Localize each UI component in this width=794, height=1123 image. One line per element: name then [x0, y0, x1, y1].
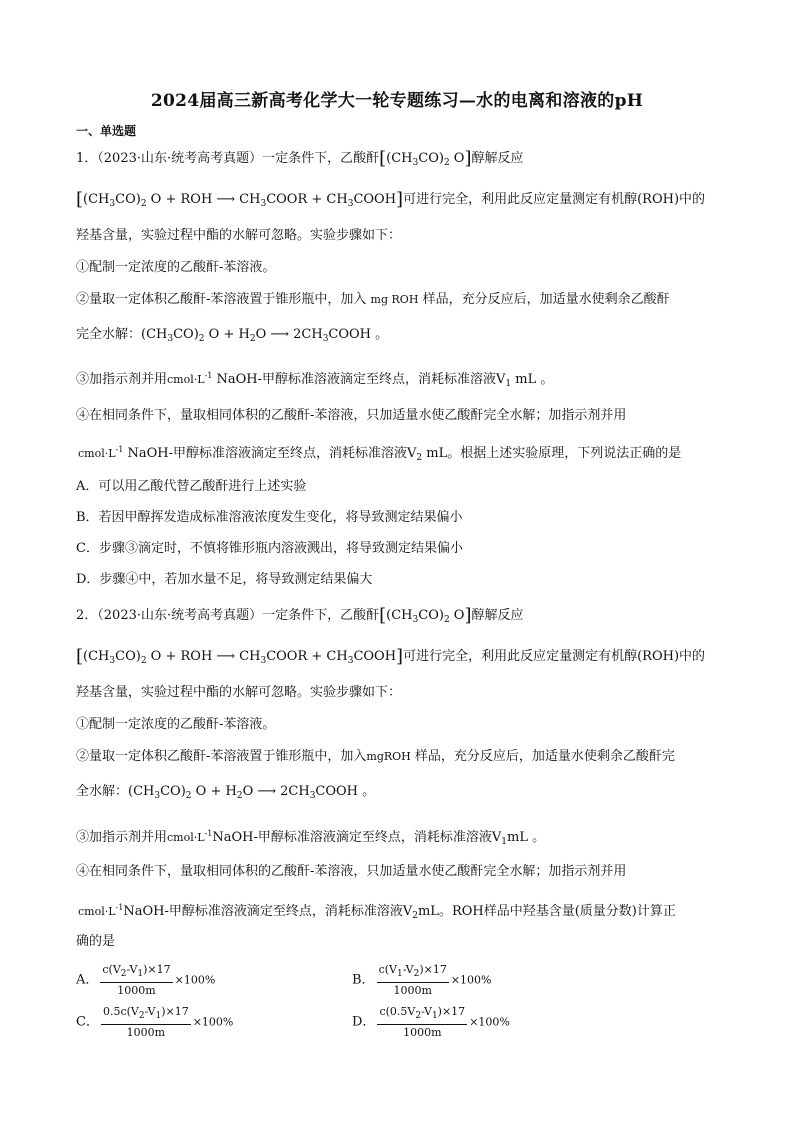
- q2-step-2-cont: 全水解：$(CH_3CO)_2$ $O + H_2O$ ⟶ $2CH_3COOH$ 。: [76, 784, 376, 801]
- q1-step-1: ①配制一定浓度的乙酸酐-苯溶液。: [76, 260, 276, 275]
- q2-option-a[interactable]: A． $\frac{c(V_2-V_1)\times 17}{1000m}$ ×100%: [76, 963, 216, 997]
- q2-step-1: ①配制一定浓度的乙酸酐-苯溶液。: [76, 717, 276, 732]
- q1-step-2-cont: 完全水解：$(CH_3CO)_2$ $O + H_2O$ ⟶ $2CH_3COOH$ 。: [76, 327, 389, 344]
- q2-option-d[interactable]: D． $\frac{c(0.5V_2-V_1)\times 17}{1000m}$ ×100%: [352, 1005, 510, 1039]
- q2-line-1: 2．（2023·山东·统考高考真题）一定条件下，乙酸酐[$(CH_3CO)_2$ O]醇解反应: [76, 605, 524, 626]
- q1-step-4-cont: $cmol\cdot L^{-1}$ NaOH-甲醇标准溶液滴定至终点，消耗标准溶液$V_2$ mL。根据上述实验原理，下列说法正确的是: [78, 445, 682, 463]
- q1-option-c[interactable]: C．步骤③滴定时，不慎将锥形瓶内溶液溅出，将导致测定结果偏小: [76, 541, 463, 556]
- q2-option-b[interactable]: B． $\frac{c(V_1-V_2)\times 17}{1000m}$ ×100%: [352, 963, 492, 997]
- q1-step-3: ③加指示剂并用$cmol\cdot L^{-1}$ NaOH-甲醇标准溶液滴定至终点，消耗标准溶液$V_1$ mL 。: [76, 371, 554, 389]
- q1-step-2: ②量取一定体积乙酸酐-苯溶液置于锥形瓶中，加入 mg ROH 样品，充分反应后，加适量水使剩余乙酸酐: [76, 292, 670, 307]
- section-heading: 一、单选题: [76, 124, 137, 138]
- q1-option-a[interactable]: A．可以用乙酸代替乙酸酐进行上述实验: [76, 479, 307, 494]
- q1-option-b[interactable]: B．若因甲醇挥发造成标准溶液浓度发生变化，将导致测定结果偏小: [76, 510, 463, 525]
- q1-line-3: 羟基含量，实验过程中酯的水解可忽略。实验步骤如下：: [76, 228, 402, 243]
- q1-step-4: ④在相同条件下，量取相同体积的乙酸酐-苯溶液，只加适量水使乙酸酐完全水解；加指示剂并用: [76, 408, 627, 423]
- q2-step-3: ③加指示剂并用$cmol\cdot L^{-1}NaOH-$甲醇标准溶液滴定至终点，消耗标准溶液$V_1mL$ 。: [76, 829, 546, 847]
- q1-option-d[interactable]: D．步骤④中，若加水量不足，将导致测定结果偏大: [76, 572, 373, 587]
- q2-option-c[interactable]: C． $\frac{0.5c(V_2-V_1)\times 17}{1000m}$ ×100%: [76, 1005, 234, 1039]
- q1-line-2: [$(CH_3CO)_2$ O + ROH ⟶ $CH_3COOR$ + $CH_3COOH$]可进行完全，利用此反应定量测定有机醇(ROH)中的: [76, 189, 706, 210]
- q2-line-2: [$(CH_3CO)_2$ O + ROH ⟶ $CH_3COOR$ + $CH_3COOH$]可进行完全，利用此反应定量测定有机醇(ROH)中的: [76, 646, 706, 667]
- page-title: 2024届高三新高考化学大一轮专题练习—水的电离和溶液的pH: [150, 91, 644, 111]
- q2-line-3: 羟基含量，实验过程中酯的水解可忽略。实验步骤如下：: [76, 685, 402, 700]
- q2-step-4-cont: $cmol\cdot L^{-1}NaOH-$甲醇标准溶液滴定至终点，消耗标准溶液$V_2mL$。ROH样品中羟基含量(质量分数)计算正: [78, 903, 676, 921]
- q2-step-4: ④在相同条件下，量取相同体积的乙酸酐-苯溶液，只加适量水使乙酸酐完全水解；加指示剂并用: [76, 864, 627, 879]
- q2-line-10: 确的是: [76, 934, 116, 949]
- q1-line-1: 1．（2023·山东·统考高考真题）一定条件下，乙酸酐[$(CH_3CO)_2$ O]醇解反应: [76, 148, 524, 169]
- q2-step-2: ②量取一定体积乙酸酐-苯溶液置于锥形瓶中，加入mgROH 样品，充分反应后，加适量水使剩余乙酸酐完: [76, 749, 675, 764]
